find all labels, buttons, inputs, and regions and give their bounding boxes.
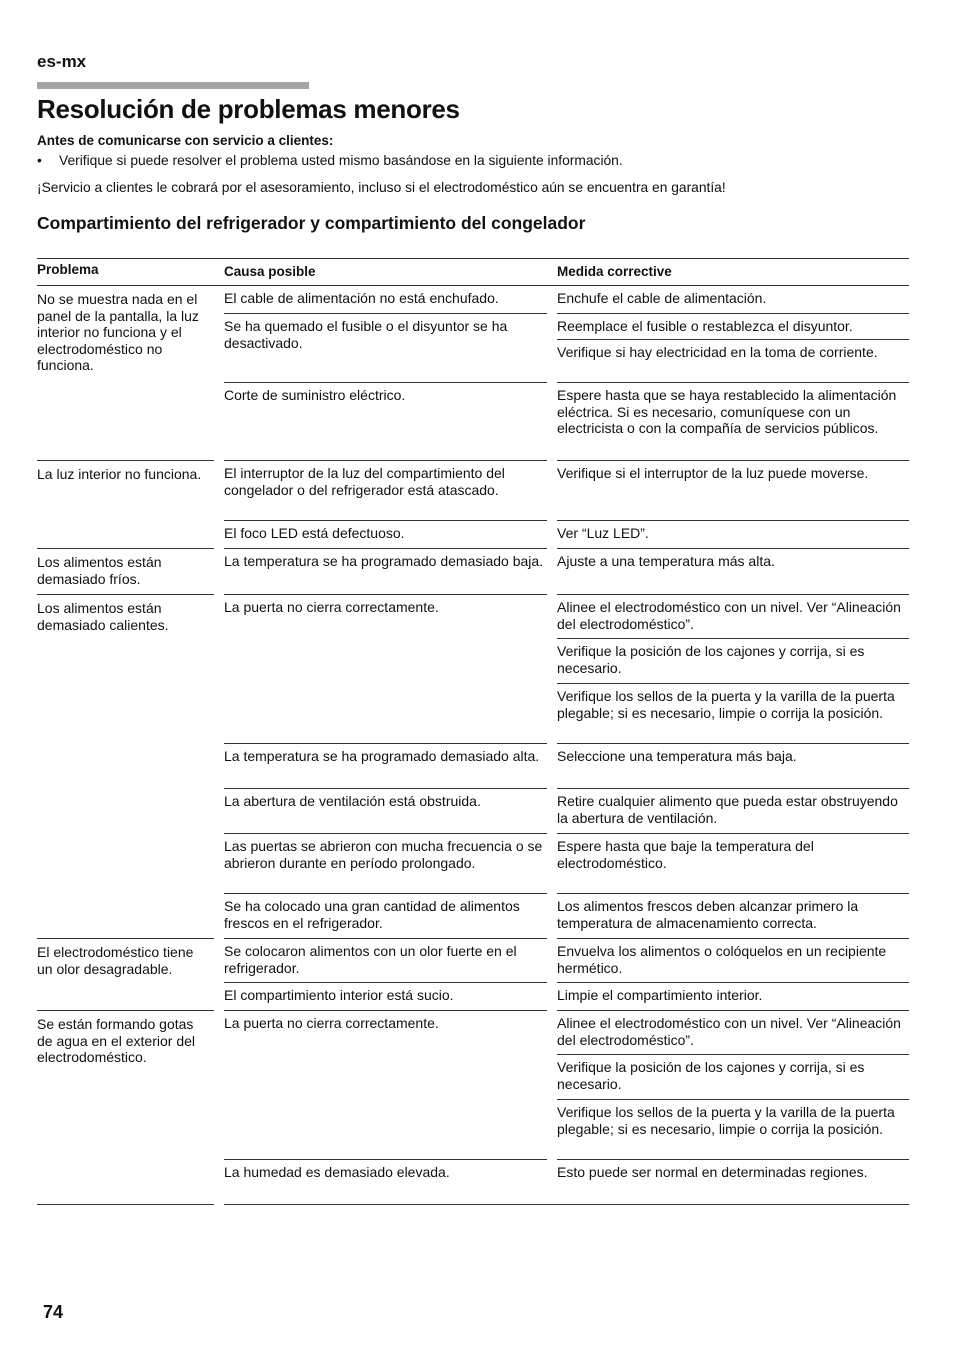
measure-cell: Los alimentos frescos deben alcanzar primero la temperatura de almacenamiento correcta.	[557, 894, 909, 939]
table-row	[37, 461, 909, 521]
measure-cell: Envuelva los alimentos o colóquelos en un recipiente hermético.	[557, 939, 909, 983]
measure-cell: Retire cualquier alimento que pueda estar obstruyendo la abertura de ventilación.	[557, 789, 909, 834]
measure-cell: Seleccione una temperatura más baja.	[557, 744, 909, 789]
header-problem: Problema	[37, 258, 214, 286]
intro-heading: Antes de comunicarse con servicio a clientes:	[37, 133, 334, 148]
measure-cell: Ver “Luz LED”.	[557, 521, 909, 549]
cause-cell: Se colocaron alimentos con un olor fuerte en el refrigerador.	[224, 939, 547, 983]
cause-cell: Se ha quemado el fusible o el disyuntor se ha desactivado.	[224, 314, 547, 383]
page-number: 74	[43, 1302, 64, 1322]
measure-cell: Alinee el electrodoméstico con un nivel. Ver “Alineación del electrodoméstico”.	[557, 595, 909, 639]
cause-cell: El interruptor de la luz del compartimiento del congelador o del refrigerador está atascado.	[224, 461, 547, 521]
cause-cell: Las puertas se abrieron con mucha frecuencia o se abrieron durante en período prolongado.	[224, 834, 547, 894]
warranty-note: ¡Servicio a clientes le cobrará por el asesoramiento, incluso si el electrodoméstico aún se encuentra en garantía!	[37, 180, 726, 195]
measure-cell: Verifique si el interruptor de la luz puede moverse.	[557, 461, 909, 521]
bullet-dot: •	[37, 153, 42, 168]
language-code: es-mx	[37, 52, 87, 71]
section-title: Compartimiento del refrigerador y compartimiento del congelador	[37, 213, 586, 233]
problem-cell: Se están formando gotas de agua en el exterior del electrodoméstico.	[37, 1016, 195, 1065]
cause-cell: La puerta no cierra correctamente.	[224, 1011, 547, 1160]
measure-cell: Espere hasta que se haya restablecido la alimentación eléctrica. Si es necesario, comuníquese con un electricista o con la compañía de servicios públicos.	[557, 383, 909, 461]
measure-cell: Verifique la posición de los cajones y corrija, si es necesario.	[557, 639, 909, 684]
header-measure: Medida corrective	[557, 258, 909, 286]
table-header-row	[37, 258, 909, 286]
measure-cell: Enchufe el cable de alimentación.	[557, 286, 909, 314]
problem-cell: El electrodoméstico tiene un olor desagradable.	[37, 944, 194, 977]
measure-cell: Limpie el compartimiento interior.	[557, 983, 909, 1011]
problem-cell: Los alimentos están demasiado calientes.	[37, 600, 169, 633]
problem-cell: Los alimentos están demasiado fríos.	[37, 554, 162, 587]
measure-cell: Verifique si hay electricidad en la toma de corriente.	[557, 344, 878, 360]
problem-cell: No se muestra nada en el panel de la pantalla, la luz interior no funciona y el electrodoméstico no funciona.	[37, 291, 199, 373]
header-cause: Causa posible	[224, 258, 547, 286]
measure-cell: Alinee el electrodoméstico con un nivel. Ver “Alineación del electrodoméstico”.	[557, 1011, 909, 1055]
cause-cell: Corte de suministro eléctrico.	[224, 383, 547, 461]
measure-cell: Verifique la posición de los cajones y corrija, si es necesario.	[557, 1055, 909, 1100]
cause-cell: La humedad es demasiado elevada.	[224, 1160, 547, 1205]
cause-cell: El foco LED está defectuoso.	[224, 521, 547, 549]
cause-cell: La abertura de ventilación está obstruida.	[224, 789, 547, 834]
intro-bullet-text: Verifique si puede resolver el problema usted mismo basándose en la siguiente información.	[59, 153, 623, 168]
measure-cell: Esto puede ser normal en determinadas regiones.	[557, 1160, 909, 1205]
cause-cell: La temperatura se ha programado demasiado alta.	[224, 744, 547, 789]
cause-cell: Se ha colocado una gran cantidad de alimentos frescos en el refrigerador.	[224, 894, 547, 939]
cause-cell: El compartimiento interior está sucio.	[224, 983, 547, 1011]
cause-cell: El cable de alimentación no está enchufado.	[224, 286, 547, 314]
table-row	[37, 595, 909, 744]
measure-cell: Ajuste a una temperatura más alta.	[557, 549, 909, 595]
measure-cell: Verifique los sellos de la puerta y la varilla de la puerta plegable; si es necesario, limpie o corrija la posición.	[557, 688, 895, 721]
table-row	[37, 549, 909, 595]
cause-cell: La puerta no cierra correctamente.	[224, 595, 547, 744]
measure-cell: Reemplace el fusible o restablezca el disyuntor.	[557, 314, 909, 340]
problem-cell: La luz interior no funciona.	[37, 466, 202, 482]
cause-cell: La temperatura se ha programado demasiado baja.	[224, 549, 547, 595]
measure-cell: Verifique los sellos de la puerta y la varilla de la puerta plegable; si es necesario, limpie o corrija la posición.	[557, 1104, 895, 1137]
table-row	[37, 939, 909, 983]
header-rule	[37, 82, 309, 89]
table-row	[37, 286, 909, 314]
measure-cell: Espere hasta que baje la temperatura del electrodoméstico.	[557, 834, 909, 894]
table-row	[37, 1011, 909, 1160]
page-title: Resolución de problemas menores	[37, 94, 460, 124]
troubleshooting-table	[37, 258, 909, 1205]
